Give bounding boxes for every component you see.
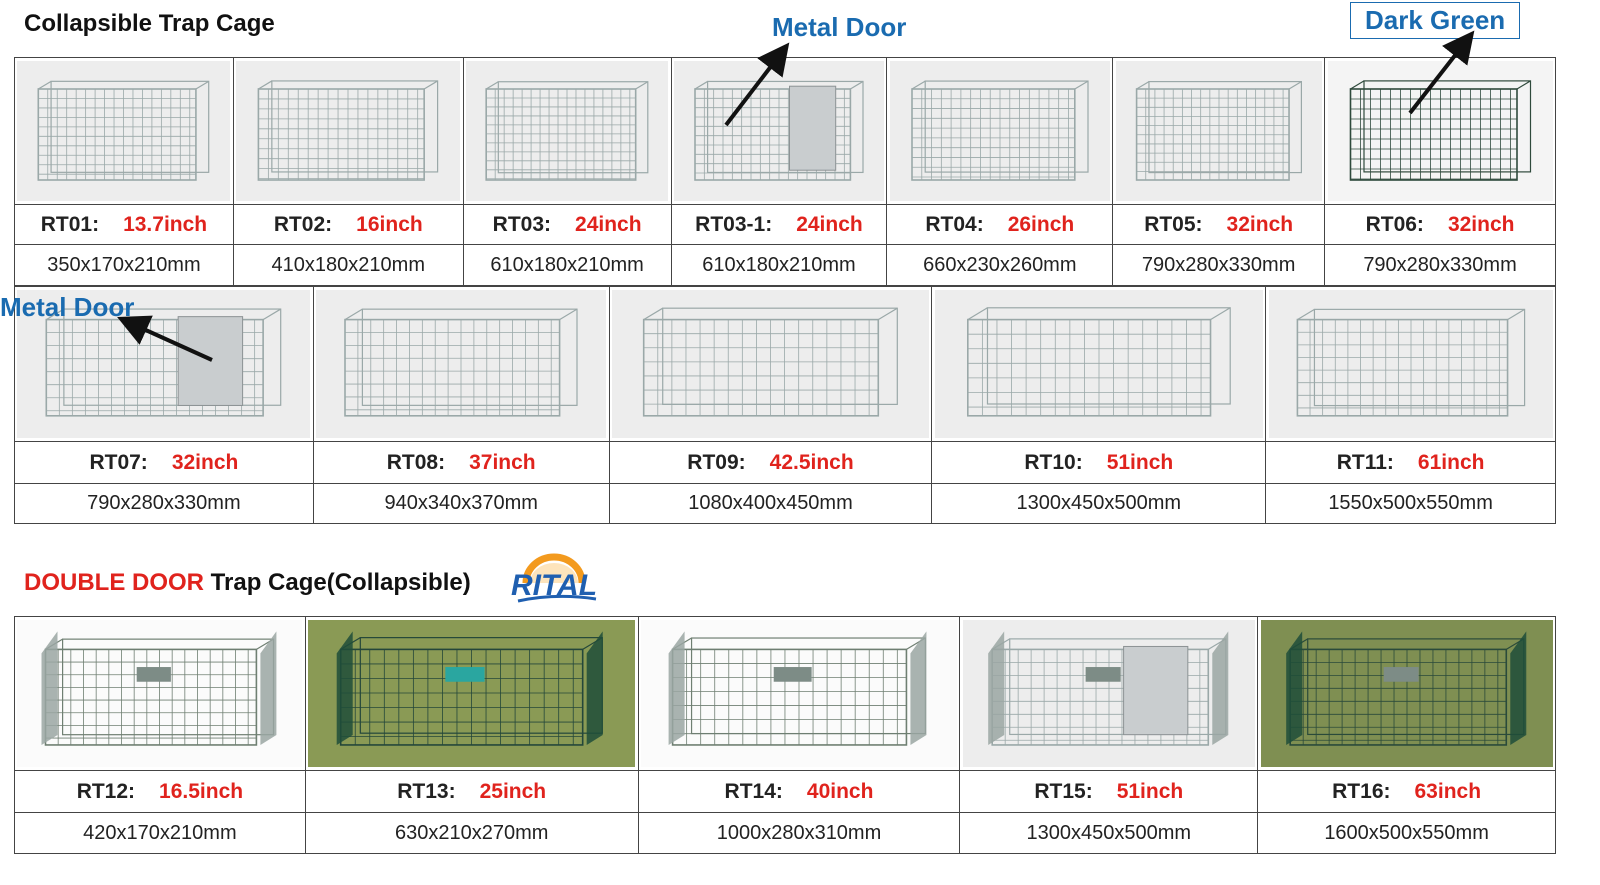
- row2-model-label: [1266, 442, 1556, 484]
- row3-dimensions: 1300x450x500mm: [960, 813, 1258, 854]
- row1-dimensions: 790x280x330mm: [1325, 245, 1556, 286]
- model-code: RT04:: [925, 212, 984, 236]
- cage-photo-row1-5: [1116, 61, 1322, 201]
- model-size: 42.5inch: [769, 450, 854, 474]
- row2-model-label: [15, 442, 314, 484]
- row1-model-label: [233, 205, 463, 245]
- model-code: RT14:: [724, 779, 783, 803]
- section2-title-rest: Trap Cage(Collapsible): [210, 569, 471, 596]
- row2-model-label: [932, 442, 1266, 484]
- row3-model-label: [1258, 771, 1556, 813]
- cage-photo-row3-0: [17, 620, 302, 767]
- rital-logo: [496, 553, 612, 611]
- callout-metal-door-top: Metal Door: [772, 12, 907, 42]
- model-code: RT08:: [386, 450, 446, 474]
- callout-dark-green: Dark Green: [1350, 2, 1520, 39]
- row1-model-label: [1325, 205, 1556, 245]
- cage-photo-row2-2: [612, 290, 929, 438]
- model-code: RT11:: [1336, 450, 1394, 474]
- row3-dimensions: 630x210x270mm: [305, 813, 638, 854]
- row1-dimensions: 790x280x330mm: [1113, 245, 1325, 286]
- model-size: 51inch: [1116, 779, 1184, 803]
- model-size: 63inch: [1414, 779, 1482, 803]
- row2-dimensions: 1550x500x550mm: [1266, 484, 1556, 524]
- row1-photo-cell: [463, 58, 671, 205]
- row2-dimensions: 1300x450x500mm: [932, 484, 1266, 524]
- row1-photo-cell: [15, 58, 234, 205]
- row2-photo-cell: [932, 287, 1266, 442]
- row1-photo-cell: [671, 58, 887, 205]
- row2-photo-cell: [609, 287, 932, 442]
- model-code: RT03:: [492, 212, 552, 236]
- row3-photo-cell: [1258, 617, 1556, 771]
- model-size: 13.7inch: [123, 212, 208, 236]
- row3-model-label: [638, 771, 960, 813]
- model-size: 24inch: [575, 212, 642, 236]
- table-row1: [14, 57, 1556, 286]
- row1-model-label: [15, 205, 234, 245]
- model-size: 32inch: [1447, 212, 1515, 236]
- table-row3: [14, 616, 1556, 854]
- model-code: RT01:: [40, 212, 100, 236]
- row3-dimensions: 1000x280x310mm: [638, 813, 960, 854]
- cage-photo-row3-3: [963, 620, 1255, 767]
- cage-photo-row1-0: [17, 61, 230, 201]
- model-code: RT10:: [1024, 450, 1083, 474]
- section2-title: [24, 569, 471, 597]
- row2-model-label: [313, 442, 609, 484]
- row2-dimensions: 940x340x370mm: [313, 484, 609, 524]
- row1-dimensions: 610x180x210mm: [671, 245, 887, 286]
- model-code: RT13:: [397, 779, 456, 803]
- row3-model-label: [960, 771, 1258, 813]
- cage-photo-row3-4: [1261, 620, 1553, 767]
- cage-photo-row1-1: [236, 61, 460, 201]
- model-size: 61inch: [1417, 450, 1485, 474]
- table-row2: [14, 286, 1556, 524]
- model-size: 26inch: [1007, 212, 1075, 236]
- model-size: 37inch: [469, 450, 536, 474]
- row3-dimensions: 1600x500x550mm: [1258, 813, 1556, 854]
- row2-dimensions: 1080x400x450mm: [609, 484, 932, 524]
- model-code: RT02:: [273, 212, 333, 236]
- cage-photo-row1-2: [466, 61, 668, 201]
- logo-text: RITAL: [510, 569, 598, 602]
- row3-photo-cell: [305, 617, 638, 771]
- model-size: 25inch: [479, 779, 547, 803]
- row1-photo-cell: [887, 58, 1113, 205]
- model-code: RT03-1:: [695, 212, 773, 236]
- model-size: 24inch: [796, 212, 863, 236]
- model-size: 51inch: [1106, 450, 1174, 474]
- cage-photo-row1-6: [1328, 61, 1553, 201]
- row1-dimensions: 410x180x210mm: [233, 245, 463, 286]
- row2-photo-cell: [1266, 287, 1556, 442]
- row1-photo-cell: [1325, 58, 1556, 205]
- row1-photo-cell: [233, 58, 463, 205]
- cage-photo-row3-2: [641, 620, 957, 767]
- model-code: RT09:: [687, 450, 746, 474]
- cage-photo-row2-1: [316, 290, 606, 438]
- row1-photo-cell: [1113, 58, 1325, 205]
- model-size: 32inch: [171, 450, 239, 474]
- model-size: 16inch: [356, 212, 423, 236]
- row1-model-label: [671, 205, 887, 245]
- row3-photo-cell: [960, 617, 1258, 771]
- model-code: RT07:: [89, 450, 148, 474]
- model-code: RT06:: [1365, 212, 1424, 236]
- row3-dimensions: 420x170x210mm: [15, 813, 306, 854]
- model-code: RT16:: [1332, 779, 1391, 803]
- row3-model-label: [15, 771, 306, 813]
- cage-photo-row2-4: [1269, 290, 1553, 438]
- row1-model-label: [887, 205, 1113, 245]
- row2-photo-cell: [313, 287, 609, 442]
- row2-dimensions: 790x280x330mm: [15, 484, 314, 524]
- cage-photo-row1-4: [890, 61, 1110, 201]
- row3-model-label: [305, 771, 638, 813]
- model-code: RT12:: [76, 779, 136, 803]
- model-size: 40inch: [806, 779, 874, 803]
- callout-metal-door-left: Metal Door: [0, 292, 135, 322]
- model-code: RT15:: [1034, 779, 1093, 803]
- row3-photo-cell: [638, 617, 960, 771]
- section2-title-highlight: DOUBLE DOOR: [24, 569, 204, 596]
- row2-model-label: [609, 442, 932, 484]
- row1-dimensions: 350x170x210mm: [15, 245, 234, 286]
- model-size: 16.5inch: [159, 779, 244, 803]
- row1-model-label: [463, 205, 671, 245]
- model-code: RT05:: [1144, 212, 1203, 236]
- row1-dimensions: 610x180x210mm: [463, 245, 671, 286]
- cage-photo-row1-3: [674, 61, 884, 201]
- model-size: 32inch: [1226, 212, 1294, 236]
- row1-model-label: [1113, 205, 1325, 245]
- cage-photo-row3-1: [308, 620, 635, 767]
- row3-photo-cell: [15, 617, 306, 771]
- section1-title: Collapsible Trap Cage: [24, 10, 275, 37]
- row1-dimensions: 660x230x260mm: [887, 245, 1113, 286]
- cage-photo-row2-3: [935, 290, 1263, 438]
